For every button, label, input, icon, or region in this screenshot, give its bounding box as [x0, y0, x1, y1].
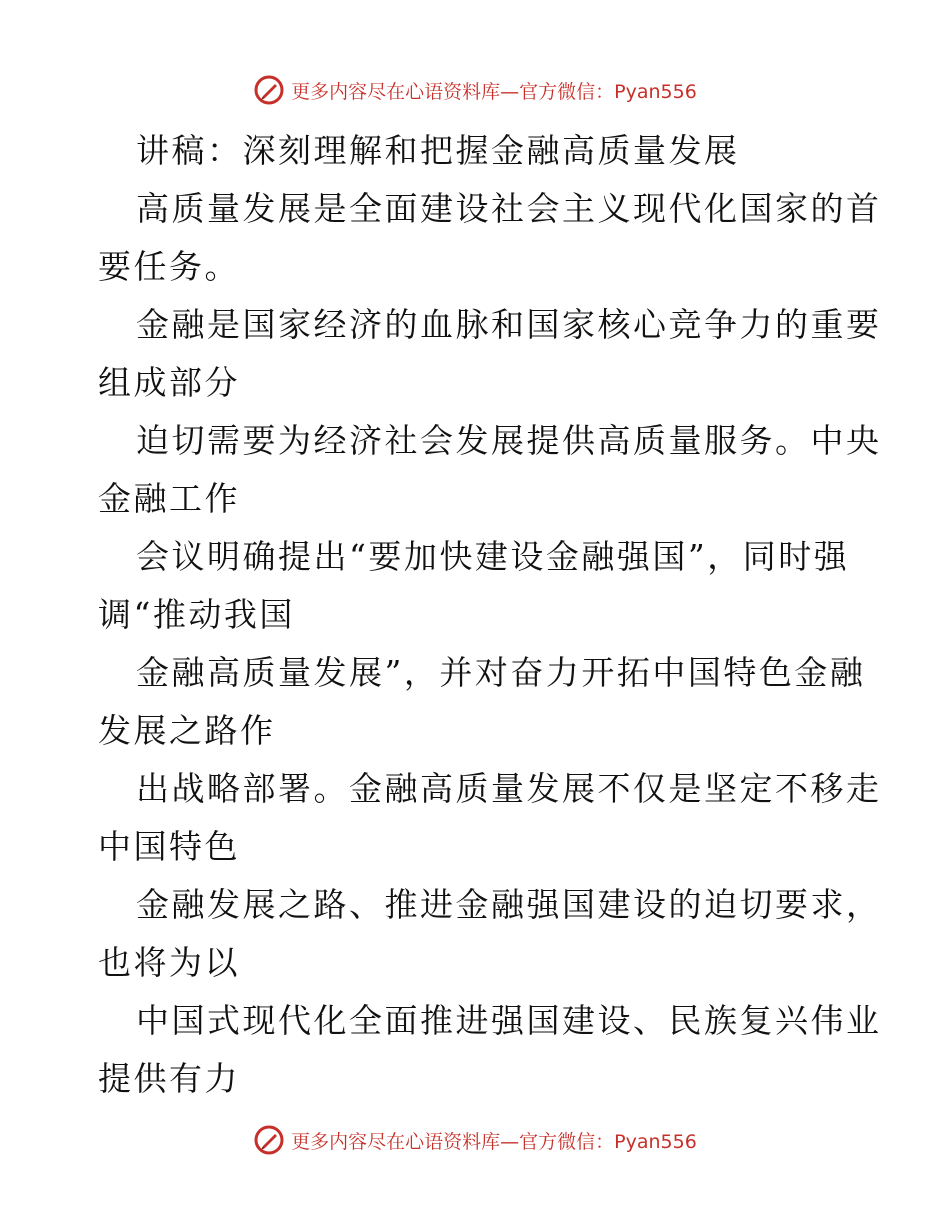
text-line: 出战略部署。金融高质量发展不仅是坚定不移走: [136, 769, 882, 808]
watermark-text: 更多内容尽在心语资料库—官方微信：Pyan556: [291, 80, 697, 103]
header-watermark-banner: [0, 70, 950, 110]
text-line: 提供有力: [98, 1059, 240, 1098]
text-line: 组成部分: [98, 363, 240, 402]
text-line: 金融高质量发展”，并对奋力开拓中国特色金融: [136, 653, 866, 692]
document-body: [98, 122, 882, 1108]
text-line: 中国特色: [98, 827, 240, 866]
text-line: 也将为以: [98, 943, 240, 982]
watermark-text: 更多内容尽在心语资料库—官方微信：Pyan556: [291, 1130, 697, 1153]
text-line: 中国式现代化全面推进强国建设、民族复兴伟业: [136, 1001, 882, 1040]
pen-logo-icon: [253, 1124, 285, 1156]
text-line: 金融是国家经济的血脉和国家核心竞争力的重要: [136, 305, 882, 344]
text-line: 调“推动我国: [98, 595, 295, 634]
text-line: 会议明确提出“要加快建设金融强国”，同时强: [136, 537, 850, 576]
text-line: 迫切需要为经济社会发展提供高质量服务。中央: [136, 421, 882, 460]
footer-watermark-banner: [0, 1120, 950, 1160]
text-line: 高质量发展是全面建设社会主义现代化国家的首: [136, 189, 882, 228]
text-line: 发展之路作: [98, 711, 276, 750]
text-line: 金融工作: [98, 479, 240, 518]
text-line: 讲稿：深刻理解和把握金融高质量发展: [136, 131, 740, 170]
text-line: 要任务。: [98, 247, 240, 286]
pen-logo-icon: [253, 74, 285, 106]
text-line: 金融发展之路、推进金融强国建设的迫切要求，: [136, 885, 882, 924]
